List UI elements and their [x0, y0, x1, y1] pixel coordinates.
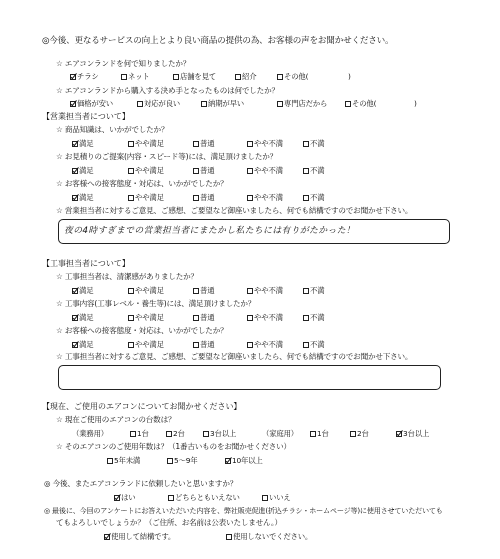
sales-q1: ☆ 商品知識は、いかがでしたか？ — [56, 125, 169, 134]
work-q2-r0[interactable]: 満足 — [72, 314, 93, 321]
sales-comment-text: 夜の4時すぎまでの営業担当者にまたかし私たちには有りがたかった！ — [64, 226, 356, 236]
sales-q2-r1[interactable]: やや満足 — [128, 167, 164, 174]
work-section-title: 【工事担当者について】 — [42, 259, 130, 268]
checkbox[interactable] — [303, 315, 309, 321]
work-q3: ☆ お客様への接客態度・対応は、いかがでしたか？ — [56, 326, 228, 335]
checkbox[interactable] — [345, 101, 351, 107]
ac-home-2[interactable]: 3台以上 — [396, 430, 429, 437]
checkbox[interactable] — [247, 342, 253, 348]
sales-q1-r1[interactable]: やや満足 — [128, 140, 164, 147]
checkbox-checked[interactable] — [70, 74, 76, 80]
sales-q2-r0[interactable]: 満足 — [72, 167, 93, 174]
work-q2: ☆ 工事内容(工事レベル・養生等)には、満足頂けましたか？ — [56, 299, 256, 308]
work-q2-r4[interactable]: 不満 — [303, 314, 324, 321]
sales-q2-r4[interactable]: 不満 — [303, 167, 324, 174]
checkbox[interactable] — [128, 168, 134, 174]
checkbox[interactable] — [303, 141, 309, 147]
work-q1-r3[interactable]: やや不満 — [247, 287, 283, 294]
page-header: ◎今後、更なるサービスの向上とより良い商品の提供の為、お客様の声をお聞かせください。 — [42, 36, 394, 46]
checkbox-checked[interactable] — [104, 534, 110, 540]
work-q3-r2[interactable]: 普通 — [193, 341, 214, 348]
sales-q1-r3[interactable]: やや不満 — [247, 140, 283, 147]
ac-years-1[interactable]: 5～9年 — [167, 457, 197, 464]
work-q2-r1[interactable]: やや満足 — [128, 314, 164, 321]
ac-biz-2[interactable]: 3台以上 — [203, 430, 236, 437]
checkbox[interactable] — [247, 288, 253, 294]
ac-years-2[interactable]: 10年以上 — [225, 457, 263, 464]
checkbox[interactable] — [277, 74, 283, 80]
checkbox[interactable] — [130, 431, 136, 437]
checkbox[interactable] — [193, 288, 199, 294]
checkbox-checked[interactable] — [70, 101, 76, 107]
ac-q2: ☆ そのエアコンのご使用年数は？（1番古いものをお聞かせください） — [56, 442, 291, 451]
checkbox[interactable] — [262, 495, 268, 501]
work-q2-r3[interactable]: やや不満 — [247, 314, 283, 321]
again-0[interactable]: はい — [114, 494, 135, 501]
checkbox-checked[interactable] — [72, 168, 78, 174]
ac-biz-1[interactable]: 2台 — [166, 430, 185, 437]
checkbox[interactable] — [310, 431, 316, 437]
checkbox[interactable] — [173, 74, 179, 80]
checkbox-checked[interactable] — [396, 431, 402, 437]
checkbox[interactable] — [277, 101, 283, 107]
q2-opt-4[interactable]: その他( — [345, 100, 376, 107]
checkbox-checked[interactable] — [72, 141, 78, 147]
again-q: ◎ 今後、またエアコンランドに依頼したいと思いますか？ — [44, 479, 238, 488]
q1-opt-1[interactable]: ネット — [121, 73, 150, 80]
checkbox[interactable] — [247, 315, 253, 321]
checkbox[interactable] — [247, 168, 253, 174]
checkbox[interactable] — [128, 288, 134, 294]
ac-home-label: （家庭用） — [262, 429, 298, 438]
sales-q3-r2[interactable]: 普通 — [193, 194, 214, 201]
ac-home-1[interactable]: 2台 — [350, 430, 369, 437]
checkbox[interactable] — [193, 315, 199, 321]
checkbox[interactable] — [203, 431, 209, 437]
checkbox[interactable] — [201, 101, 207, 107]
sales-q3-r4[interactable]: 不満 — [303, 194, 324, 201]
checkbox[interactable] — [168, 495, 174, 501]
final-1[interactable]: 使用しないでください。 — [226, 533, 312, 540]
work-q2-r2[interactable]: 普通 — [193, 314, 214, 321]
sales-q3-r0[interactable]: 満足 — [72, 194, 93, 201]
checkbox[interactable] — [166, 431, 172, 437]
ac-biz-0[interactable]: 1台 — [130, 430, 149, 437]
checkbox[interactable] — [303, 168, 309, 174]
checkbox[interactable] — [193, 168, 199, 174]
checkbox-checked[interactable] — [225, 458, 231, 464]
sales-q1-r0[interactable]: 満足 — [72, 140, 93, 147]
checkbox[interactable] — [167, 458, 173, 464]
ac-section-title: 【現在、ご使用のエアコンについてお聞かせください】 — [42, 402, 242, 411]
q1-question: ☆ エアコンランドを何で知りましたか？ — [56, 59, 191, 68]
checkbox[interactable] — [247, 195, 253, 201]
q2-opt-2[interactable]: 納期が早い — [201, 100, 244, 107]
sales-q4: ☆ 営業担当者に対するご意見、ご感想、ご要望など御座いましたら、何でも結構ですのでお聞かせ下さい。 — [56, 206, 413, 215]
ac-home-0[interactable]: 1台 — [310, 430, 329, 437]
final-q-line2: てもよろしいでしょうか？（ご住所、お名前は公表いたしません。） — [56, 518, 282, 527]
q2-opt-0[interactable]: 価格が安い — [70, 100, 113, 107]
sales-q2-r2[interactable]: 普通 — [193, 167, 214, 174]
checkbox-checked[interactable] — [72, 195, 78, 201]
checkbox[interactable] — [137, 101, 143, 107]
checkbox-checked[interactable] — [114, 495, 120, 501]
sales-q3-r1[interactable]: やや満足 — [128, 194, 164, 201]
checkbox-checked[interactable] — [72, 288, 78, 294]
checkbox[interactable] — [303, 288, 309, 294]
work-comment-box[interactable] — [58, 365, 441, 390]
checkbox-checked[interactable] — [72, 315, 78, 321]
checkbox[interactable] — [128, 342, 134, 348]
checkbox[interactable] — [193, 195, 199, 201]
checkbox[interactable] — [247, 141, 253, 147]
work-q1: ☆ 工事担当者は、清潔感がありましたか？ — [56, 272, 198, 281]
sales-q3-r3[interactable]: やや不満 — [247, 194, 283, 201]
q1-opt-0[interactable]: チラシ — [70, 73, 99, 80]
sales-q2: ☆ お見積りのご提案(内容・スピード等)には、満足頂けましたか？ — [56, 152, 278, 161]
q1-opt-3[interactable]: 紹介 — [235, 73, 256, 80]
sales-q1-r2[interactable]: 普通 — [193, 140, 214, 147]
checkbox[interactable] — [303, 195, 309, 201]
q2-opt-3[interactable]: 専門店だから — [277, 100, 327, 107]
again-1[interactable]: どちらともいえない — [168, 494, 240, 501]
q1-opt-2[interactable]: 店舗を見て — [173, 73, 216, 80]
sales-q3: ☆ お客様への接客態度・対応は、いかがでしたか？ — [56, 179, 228, 188]
checkbox[interactable] — [121, 74, 127, 80]
work-q1-r1[interactable]: やや満足 — [128, 287, 164, 294]
work-q3-r4[interactable]: 不満 — [303, 341, 324, 348]
final-q: ◎ 最後に、今回のアンケートにお答えいただいた内容を、弊社販売促進(折込チラシ・ホームページ等)に使用させていただいても — [44, 506, 443, 515]
work-q3-r1[interactable]: やや満足 — [128, 341, 164, 348]
ac-biz-label: （業務用） — [72, 429, 108, 438]
final-0[interactable]: 使用して結構です。 — [104, 533, 175, 540]
sales-q1-r4[interactable]: 不満 — [303, 140, 324, 147]
checkbox[interactable] — [226, 534, 232, 540]
checkbox[interactable] — [107, 458, 113, 464]
ac-years-0[interactable]: 5年未満 — [107, 457, 140, 464]
checkbox[interactable] — [303, 342, 309, 348]
checkbox[interactable] — [128, 315, 134, 321]
work-q3-r0[interactable]: 満足 — [72, 341, 93, 348]
q2-close: ) — [414, 99, 417, 108]
q2-opt-1[interactable]: 対応が良い — [137, 100, 180, 107]
q1-close: ) — [348, 72, 351, 81]
checkbox[interactable] — [193, 141, 199, 147]
ac-q1: ☆ 現在ご使用のエアコンの台数は？ — [56, 415, 176, 424]
checkbox[interactable] — [350, 431, 356, 437]
checkbox[interactable] — [193, 342, 199, 348]
q2-question: ☆ エアコンランドから購入する決め手となったものは何でしたか？ — [56, 86, 279, 95]
checkbox[interactable] — [128, 141, 134, 147]
work-q1-r4[interactable]: 不満 — [303, 287, 324, 294]
sales-section-title: 【営業担当者について】 — [42, 112, 130, 121]
sales-q2-r3[interactable]: やや不満 — [247, 167, 283, 174]
work-q3-r3[interactable]: やや不満 — [247, 341, 283, 348]
work-q1-r0[interactable]: 満足 — [72, 287, 93, 294]
work-q1-r2[interactable]: 普通 — [193, 287, 214, 294]
checkbox[interactable] — [128, 195, 134, 201]
work-q4: ☆ 工事担当者に対するご意見、ご感想、ご要望など御座いましたら、何でも結構ですのでお聞かせ下さい。 — [56, 352, 413, 361]
checkbox-checked[interactable] — [72, 342, 78, 348]
q1-opt-4[interactable]: その他( — [277, 73, 308, 80]
checkbox[interactable] — [235, 74, 241, 80]
again-2[interactable]: いいえ — [262, 494, 291, 501]
